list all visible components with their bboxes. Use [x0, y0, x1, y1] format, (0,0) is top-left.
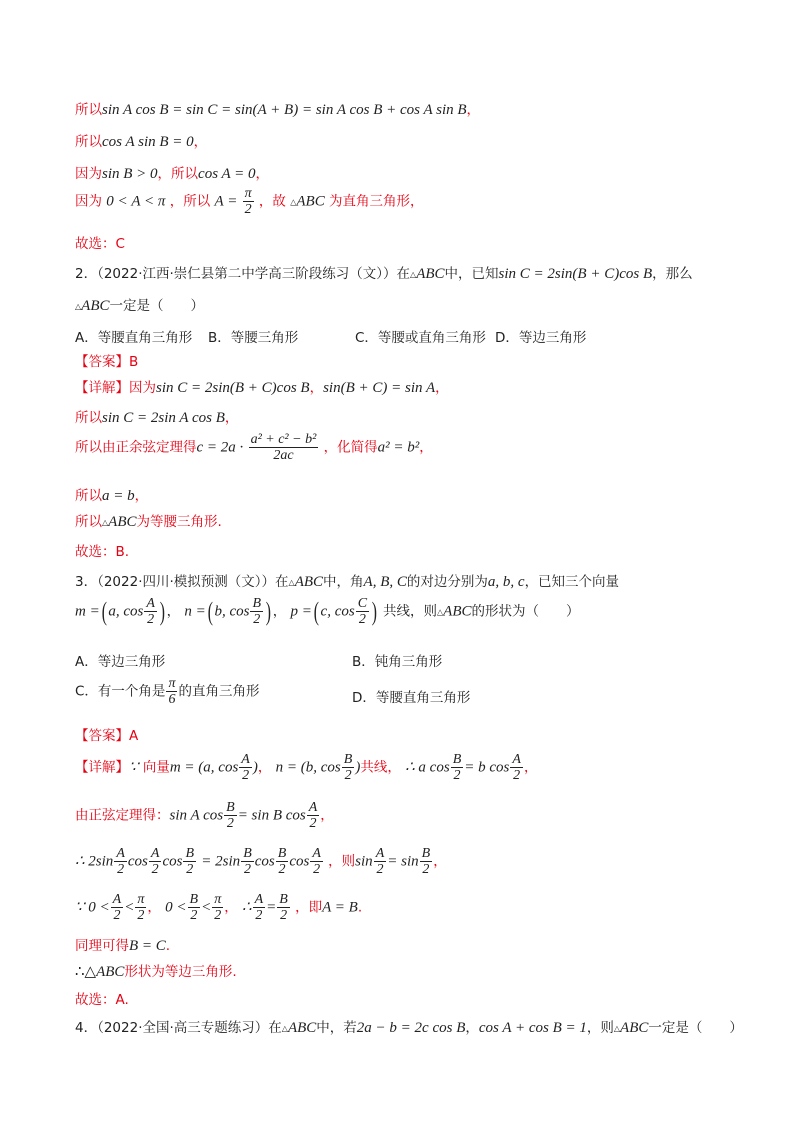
fraction: $\frac{B}{2}$ — [252, 596, 262, 627]
q3-option-a: A．等边三角形 — [75, 654, 166, 670]
solution-line: 所以a = b， — [75, 488, 149, 504]
q3-option-d: D．等腰直角三角形 — [352, 690, 471, 706]
question-3-vectors: m =( a, cos $\frac{A}{2}$ ) ， n =( b, cos $\frac{B}{2}$ ) ， p =( c, cos $\frac{C}{2}$ ) 共线，则△ABC的形状为（ ） — [75, 596, 580, 627]
choice-line: 故选：B. — [75, 544, 130, 560]
q2-answer: 【答案】B — [75, 354, 139, 370]
fraction: $\frac{A}{2}$ — [146, 596, 155, 627]
solution-line: 所以△ABC为等腰三角形. — [75, 514, 222, 530]
fraction: $\frac{B}{2}$ — [343, 752, 353, 783]
solution-line: 【详解】∵ 向量m = (a, cos $\frac{A}{2}$ )， n = (b, cos $\frac{B}{2}$ )共线， ∴ a cos $\frac{B}{2}$ = b cos $\frac{A}{2}$ ， — [75, 752, 538, 783]
solution-line: 所以sin A cos B = sin C = sin(A + B) = sin A cos B + cos A sin B， — [75, 102, 481, 118]
q3-answer: 【答案】A — [75, 728, 139, 744]
solution-line: ∴ 2sin $\frac{A}{2}$ cos $\frac{A}{2}$ cos $\frac{B}{2}$ = 2sin $\frac{B}{2}$ cos $\frac{B}{2}$ cos $\frac{A}{2}$ ，则sin $\frac{A}{2}$ = sin $\frac{B}{2}$ ， — [75, 846, 447, 877]
q3-option-b: B．钝角三角形 — [352, 654, 443, 670]
solution-line: ∴△ABC形状为等边三角形. — [75, 964, 237, 980]
q2-option-a: A．等腰直角三角形 — [75, 330, 193, 346]
question-4: 4．（2022·全国·高三专题练习）在△ABC中，若2a − b = 2c cos B，cos A + cos B = 1，则△ABC一定是（ ） — [75, 1020, 743, 1036]
solution-line: 同理可得B = C. — [75, 938, 171, 954]
solution-line: 所以由正余弦定理得c = 2a · $\frac{\text{a² + c² − b²}}{2ac}$ ，化简得a² = b²， — [75, 432, 433, 463]
q2-option-c: C．等腰或直角三角形 — [355, 330, 486, 346]
q3-option-c: C．有一个角是 $\frac{\pi}{6}$ 的直角三角形 — [75, 676, 260, 707]
question-2: 2．（2022·江西·崇仁县第二中学高三阶段练习（文））在△ABC中，已知sin C = 2sin(B + C)cos B，那么 — [75, 266, 693, 282]
fraction: $\frac{A}{2}$ — [512, 752, 521, 783]
fraction: $\frac{\pi}{6}$ — [168, 676, 176, 707]
solution-line: 所以sin C = 2sin A cos B， — [75, 410, 239, 426]
solution-line: 所以cos A sin B = 0， — [75, 134, 208, 150]
fraction: $\frac{\text{a² + c² − b²}}{2ac}$ — [250, 432, 317, 463]
q2-option-d: D．等边三角形 — [495, 330, 587, 346]
fraction: $\frac{A}{2}$ — [308, 800, 318, 831]
solution-line: 由正弦定理得：sin A cos $\frac{B}{2}$ = sin B cos $\frac{A}{2}$ ， — [75, 800, 334, 831]
solution-line: 因为sin B > 0，所以cos A = 0， — [75, 166, 270, 182]
question-2-line2: △ABC一定是（ ） — [75, 298, 204, 314]
question-3: 3．（2022·四川·模拟预测（文））在△ABC中，角A, B, C的对边分别为a, b, c，已知三个向量 — [75, 574, 620, 590]
solution-line: 因为 0 < A < π ，所以 A = $\frac{\pi}{2}$ ，故 △ABC 为直角三角形， — [75, 186, 424, 217]
choice-line: 故选：C — [75, 236, 125, 252]
fraction: $\frac{C}{2}$ — [357, 596, 368, 627]
q2-option-b: B．等腰三角形 — [208, 330, 299, 346]
choice-line: 故选：A. — [75, 992, 129, 1008]
fraction: $\frac{B}{2}$ — [452, 752, 462, 783]
solution-line: 【详解】因为sin C = 2sin(B + C)cos B，sin(B + C) = sin A， — [75, 380, 449, 396]
fraction: $\frac{B}{2}$ — [226, 800, 235, 831]
solution-line: ∵ 0 < $\frac{A}{2}$ < $\frac{\pi}{2}$ ， 0 < $\frac{B}{2}$ < $\frac{\pi}{2}$ ， ∴ $\frac{A}{2}$ = $\frac{B}{2}$ ，即A = B. — [75, 892, 363, 923]
fraction: $\frac{A}{2}$ — [241, 752, 250, 783]
fraction: $\frac{\pi}{2}$ — [244, 186, 252, 217]
